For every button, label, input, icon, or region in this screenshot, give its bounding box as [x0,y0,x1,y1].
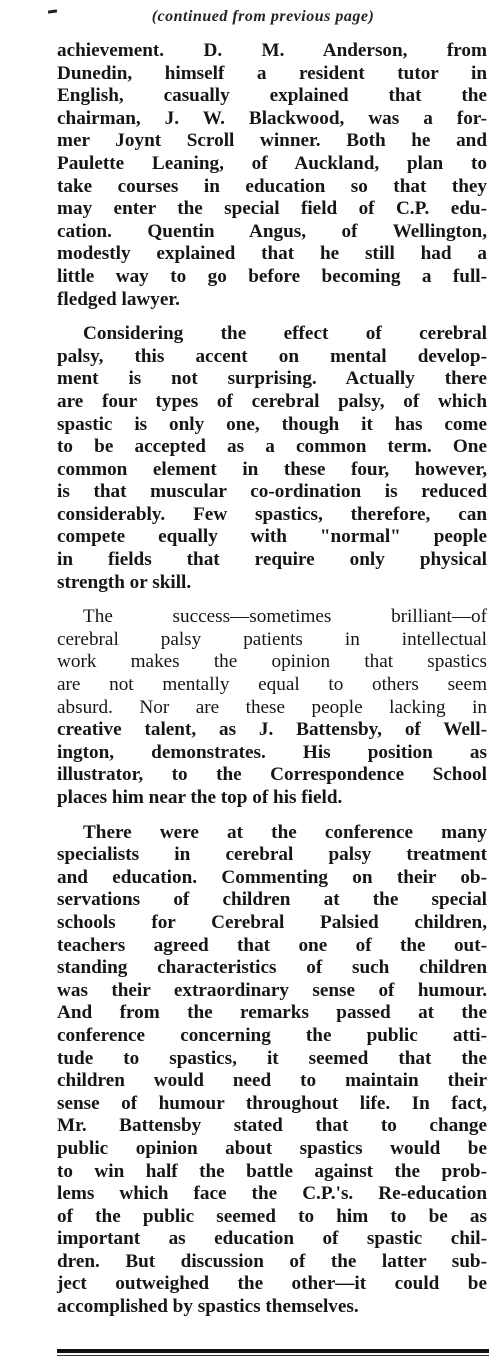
paragraph-4 [57,822,487,1319]
text-line: And from the remarks passed at the [57,1002,487,1024]
text-line: illustrator, to the Correspondence School [57,764,487,786]
end-rule [57,1349,489,1353]
text-line: ment is not surprising. Actually there [57,368,487,390]
text-line: Mr. Battensby stated that to change [57,1115,487,1137]
text-line: schools for Cerebral Palsied children, [57,911,487,933]
text-line: to win half the battle against the prob- [57,1160,487,1182]
text-line: to be accepted as a common term. One [57,436,487,458]
text-line: and education. Commenting on their ob- [57,866,487,888]
text-line: specialists in cerebral palsy treatment [57,844,487,866]
text-line: accomplished by spastics themselves. [57,1296,359,1318]
paragraph-gap [57,311,487,323]
text-line: are four types of cerebral palsy, of which [57,390,487,412]
text-line: common element in these four, however, [57,458,487,480]
text-line: spastic is only one, though it has come [57,413,487,435]
text-line: work makes the opinion that spastics [57,651,487,673]
text-line: of the public seemed to him to be as [57,1205,487,1227]
text-line: mer Joynt Scroll winner. Both he and [57,130,487,152]
end-rule-thin [57,1355,489,1356]
text-line: children would need to maintain their [57,1070,487,1092]
text-line: Paulette Leaning, of Auckland, plan to [57,152,487,174]
text-line: dren. But discussion of the latter sub- [57,1250,487,1272]
text-line: teachers agreed that one of the out- [57,934,487,956]
text-line: tude to spastics, it seemed that the [57,1047,487,1069]
text-line: ington, demonstrates. His position as [57,741,487,763]
text-line: strength or skill. [57,571,192,593]
text-line: is that muscular co-ordination is reduced [57,481,487,503]
text-line: ject outweighed the other—it could be [57,1273,487,1295]
text-line: Dunedin, himself a resident tutor in [57,62,487,84]
text-line: may enter the special field of C.P. edu- [57,198,487,220]
paragraph-gap [57,594,487,606]
text-line: important as education of spastic chil- [57,1228,487,1250]
text-line: servations of children at the special [57,889,487,911]
text-line: standing characteristics of such children [57,957,487,979]
text-line: places him near the top of his field. [57,787,343,808]
text-line: The success—sometimes brilliant—of [83,606,487,628]
text-line: are not mentally equal to others seem [57,674,487,696]
text-line: English, casually explained that the [57,85,487,107]
text-line: in fields that require only physical [57,549,487,571]
text-line: palsy, this accent on mental develop- [57,345,487,367]
paragraph-3 [57,606,487,809]
text-line: considerably. Few spastics, therefore, can [57,503,487,525]
text-line: was their extraordinary sense of humour. [57,979,487,1001]
text-line: There were at the conference many [83,821,487,843]
text-line: achievement. D. M. Anderson, from [57,40,487,61]
text-line: conference concerning the public atti- [57,1024,487,1046]
text-line: modestly explained that he still had a [57,243,487,265]
paragraph-2 [57,323,487,594]
paragraph-gap [57,810,487,822]
text-line: cerebral palsy patients in intellectual [57,628,487,650]
text-line: chairman, J. W. Blackwood, was a for- [57,107,487,129]
paragraph-1 [57,40,487,311]
continuation-header: (continued from previous page) [151,8,375,25]
text-line: absurd. Nor are these people lacking in [57,696,487,718]
text-line: sense of humour throughout life. In fact, [57,1092,487,1114]
text-line: little way to go before becoming a full- [57,265,487,287]
text-line: public opinion about spastics would be [57,1137,487,1159]
text-line: cation. Quentin Angus, of Wellington, [57,220,487,242]
text-line: creative talent, as J. Battensby, of Well- [57,719,487,741]
article-column [57,40,487,1319]
text-line: fledged lawyer. [57,288,180,310]
text-line: Considering the effect of cerebral [83,323,487,345]
text-line: lems which face the C.P.'s. Re-education [57,1183,487,1205]
text-line: compete equally with "normal" people [57,526,487,548]
text-line: take courses in education so that they [57,175,487,197]
